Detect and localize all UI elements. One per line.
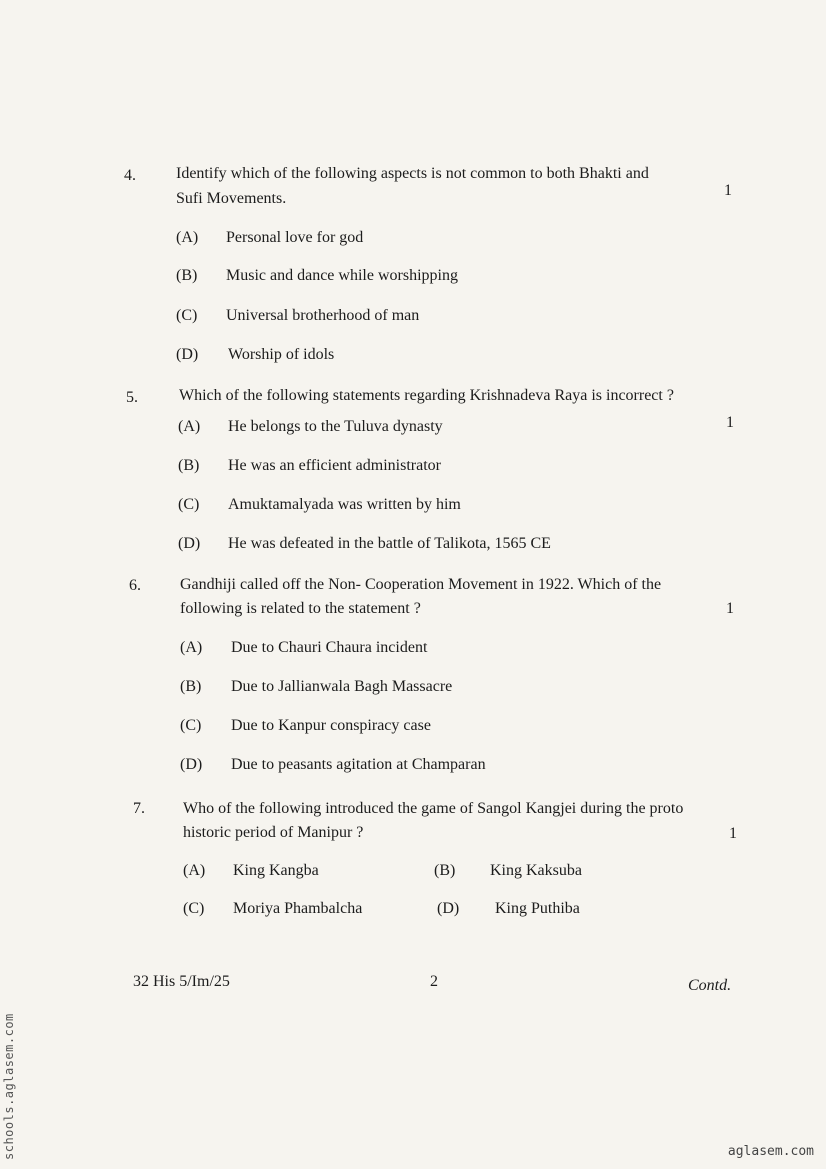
marks: 1 — [726, 600, 734, 617]
option-c-letter: (C) — [180, 717, 202, 734]
option-a-letter: (A) — [176, 229, 199, 246]
option-c-letter: (C) — [176, 307, 198, 324]
page-number: 2 — [430, 973, 438, 990]
paper-code: 32 His 5/Im/25 — [133, 973, 230, 990]
option-d-text: He was defeated in the battle of Talikota, 1565 CE — [228, 535, 551, 552]
option-d-text: King Puthiba — [495, 900, 580, 917]
option-a-text: King Kangba — [233, 862, 319, 879]
option-d-letter: (D) — [178, 535, 201, 552]
option-c-text: Universal brotherhood of man — [226, 307, 420, 324]
question-number: 5. — [126, 389, 138, 406]
question-text-line1: Identify which of the following aspects is not common to both Bhakti and — [176, 165, 649, 182]
option-a-letter: (A) — [178, 418, 201, 435]
question-text-line1: Who of the following introduced the game of Sangol Kangjei during the proto — [183, 800, 684, 817]
option-c-text: Due to Kanpur conspiracy case — [231, 717, 431, 734]
option-a-text: He belongs to the Tuluva dynasty — [228, 418, 443, 435]
question-number: 6. — [129, 577, 141, 594]
marks: 1 — [724, 182, 732, 199]
option-b-text: Music and dance while worshipping — [226, 267, 458, 284]
option-d-letter: (D) — [176, 346, 199, 363]
marks: 1 — [726, 414, 734, 431]
option-b-text: Due to Jallianwala Bagh Massacre — [231, 678, 453, 695]
marks: 1 — [729, 825, 737, 842]
option-c-text: Moriya Phambalcha — [233, 900, 363, 917]
option-c-letter: (C) — [178, 496, 200, 513]
option-a-text: Due to Chauri Chaura incident — [231, 639, 428, 656]
option-c-text: Amuktamalyada was written by him — [228, 496, 461, 513]
question-text-line1: Which of the following statements regarding Krishnadeva Raya is incorrect ? — [179, 387, 674, 404]
option-d-text: Worship of idols — [228, 346, 335, 363]
option-d-letter: (D) — [437, 900, 460, 917]
question-text-line1: Gandhiji called off the Non- Cooperation Movement in 1922. Which of the — [180, 576, 662, 593]
question-number: 7. — [133, 800, 145, 817]
question-text-line2: Sufi Movements. — [176, 190, 287, 207]
option-a-letter: (A) — [183, 862, 206, 879]
option-b-text: King Kaksuba — [490, 862, 582, 879]
option-d-letter: (D) — [180, 756, 203, 773]
option-a-text: Personal love for god — [226, 229, 364, 246]
option-b-letter: (B) — [178, 457, 200, 474]
side-watermark: schools.aglasem.com — [2, 1013, 16, 1160]
option-d-text: Due to peasants agitation at Champaran — [231, 756, 486, 773]
question-text-line2: historic period of Manipur ? — [183, 824, 364, 841]
option-a-letter: (A) — [180, 639, 203, 656]
option-b-text: He was an efficient administrator — [228, 457, 441, 474]
option-b-letter: (B) — [180, 678, 202, 695]
question-text-line2: following is related to the statement ? — [180, 600, 421, 617]
option-b-letter: (B) — [176, 267, 198, 284]
question-number: 4. — [124, 167, 136, 184]
option-b-letter: (B) — [434, 862, 456, 879]
corner-watermark: aglasem.com — [727, 1144, 814, 1159]
option-c-letter: (C) — [183, 900, 205, 917]
continued-label: Contd. — [688, 977, 732, 994]
